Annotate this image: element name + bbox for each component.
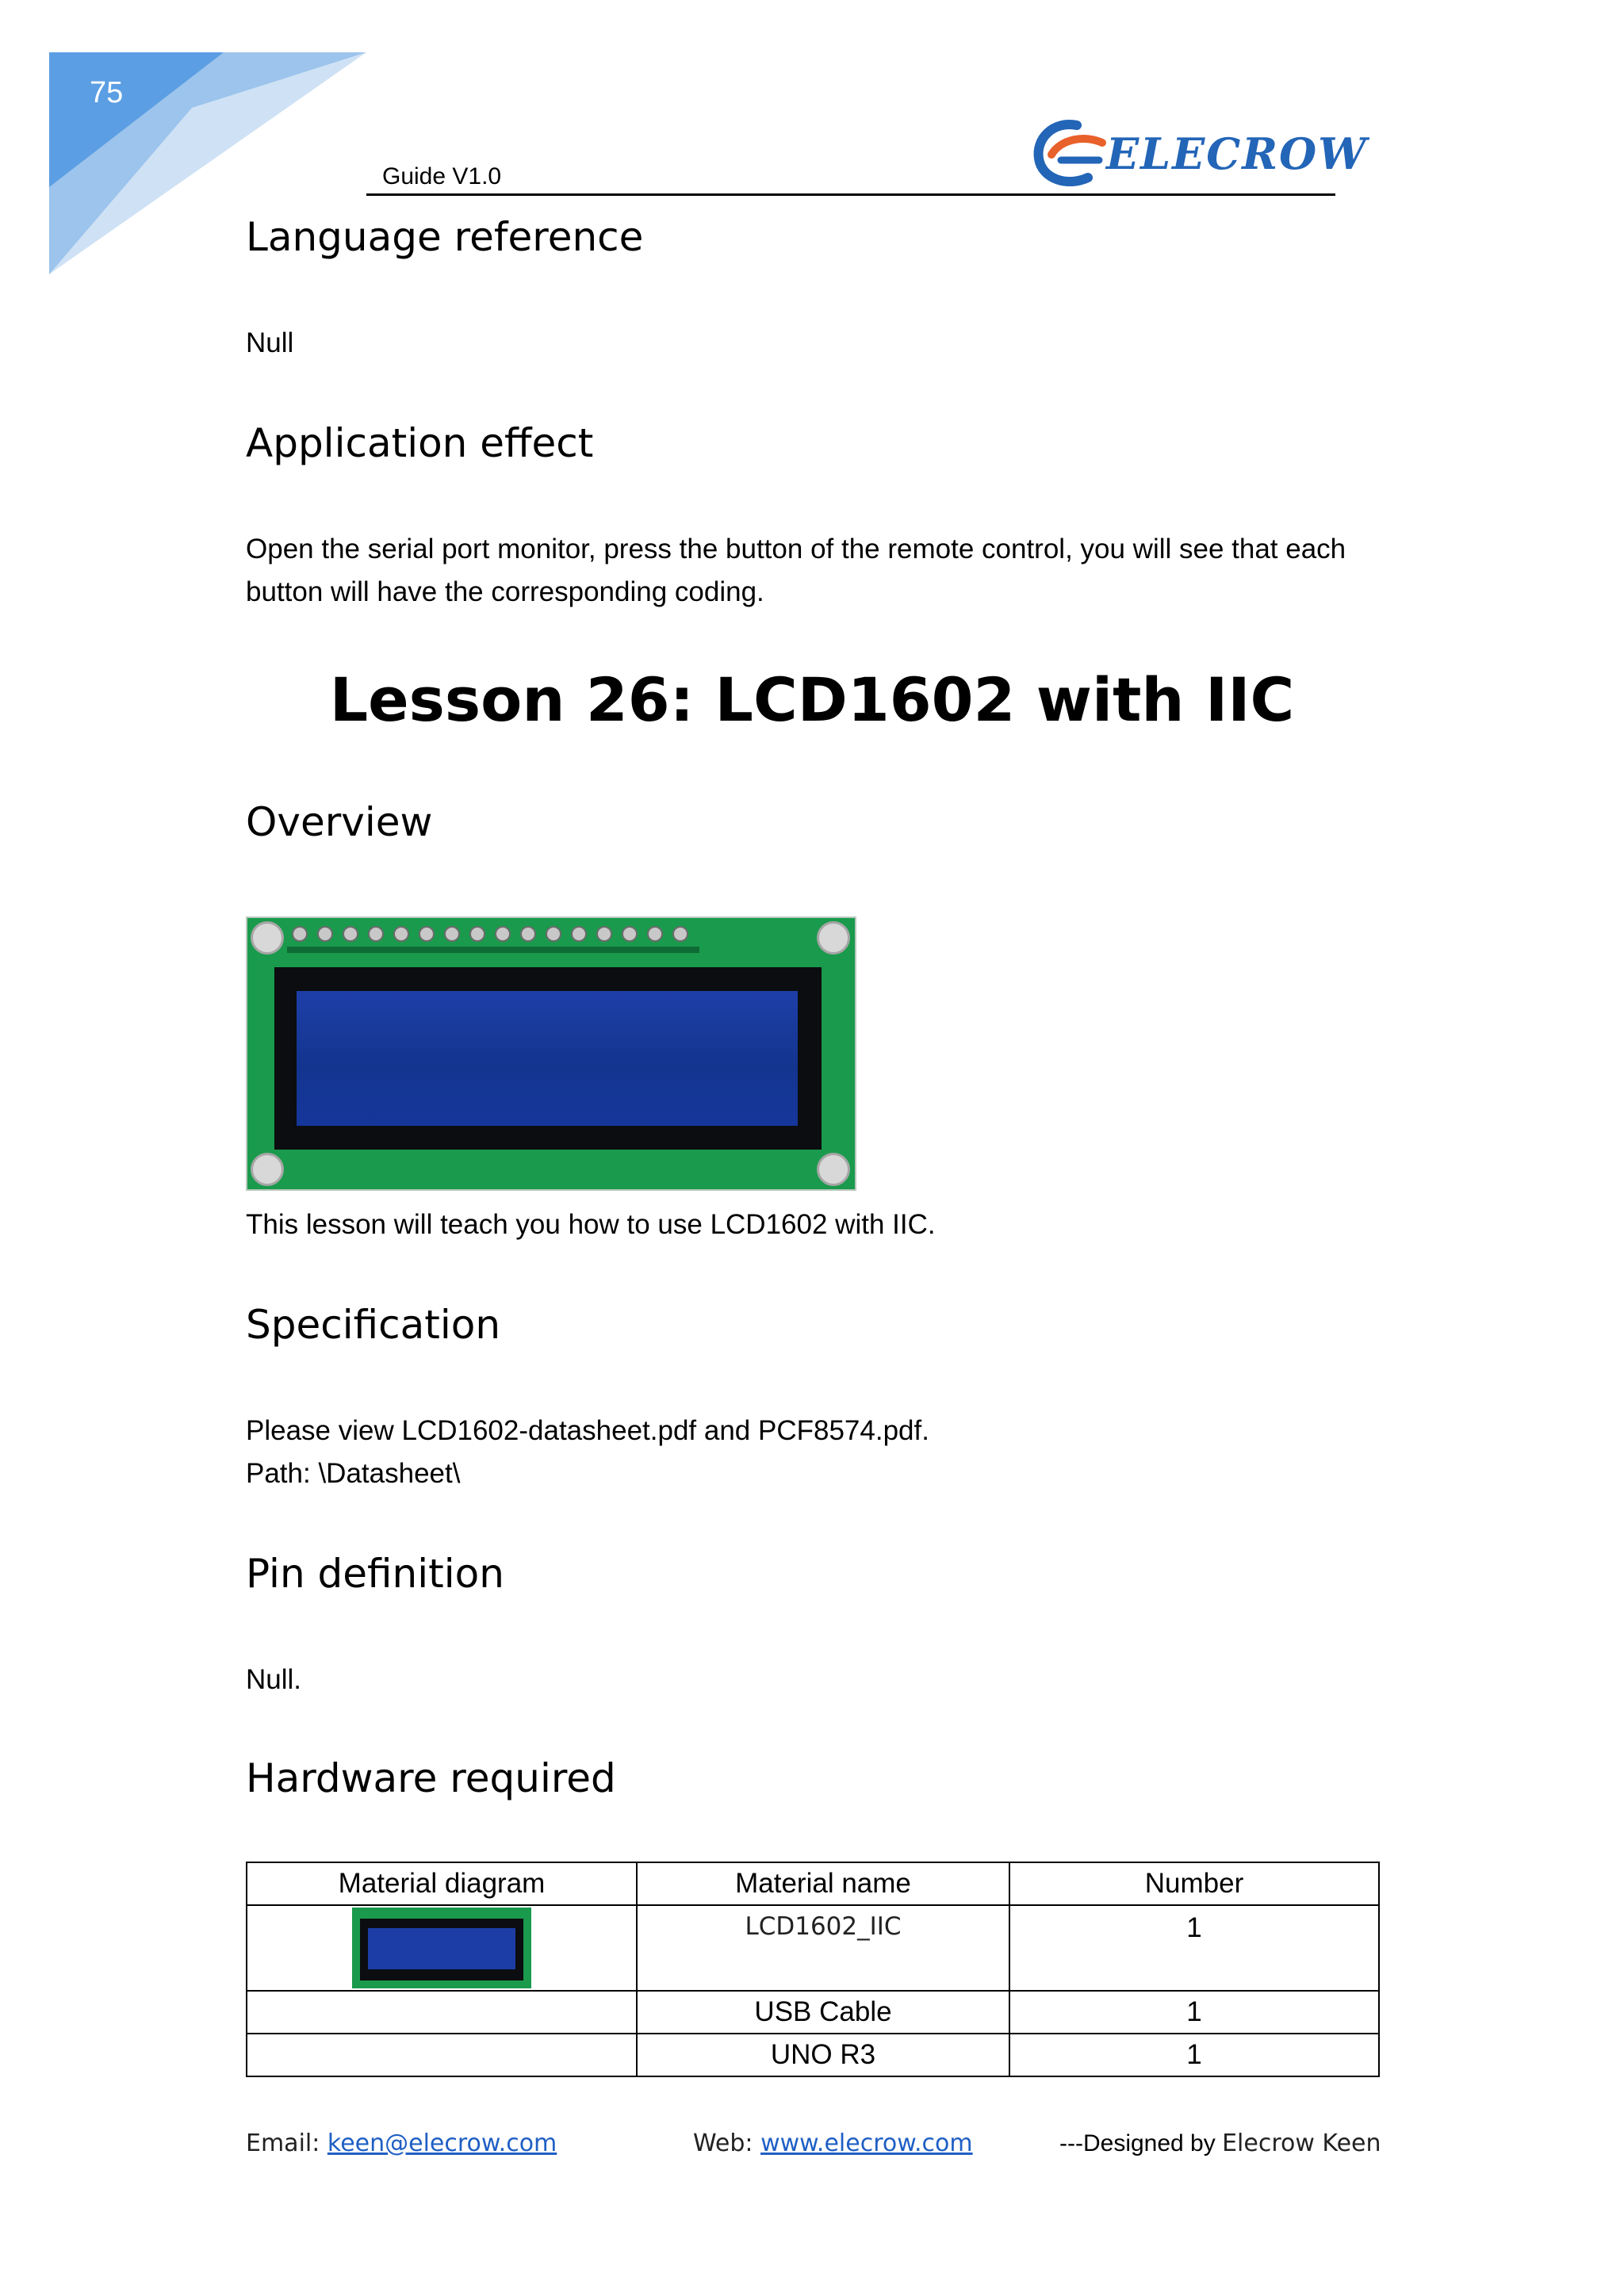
- mount-hole-icon: [817, 1153, 850, 1186]
- language-reference-body: Null: [246, 327, 294, 358]
- footer-designed-by: [1059, 2130, 1381, 2157]
- table-cell-diagram: [247, 1991, 637, 2034]
- table-cell-name: USB Cable: [637, 1991, 1009, 2034]
- table-row: [247, 1905, 1379, 1991]
- mount-hole-icon: [817, 921, 850, 955]
- heading-overview: Overview: [246, 799, 433, 845]
- table-row: [247, 1991, 1379, 2034]
- table-row: [247, 2034, 1379, 2076]
- footer-email: [246, 2130, 557, 2157]
- specification-line2: Path: \Datasheet\: [246, 1458, 461, 1489]
- application-effect-line2: button will have the corresponding coding.: [246, 576, 764, 607]
- application-effect-line1: Open the serial port monitor, press the button of the remote control, you will see that each: [246, 534, 1346, 564]
- table-header-name: Material name: [637, 1862, 1009, 1905]
- pin-definition-body: Null.: [246, 1664, 302, 1695]
- footer-email-link[interactable]: keen@elecrow.com: [327, 2130, 557, 2157]
- lcd-pin-header: [287, 923, 731, 959]
- table-cell-number: 1: [1009, 2034, 1379, 2076]
- specification-line1: Please view LCD1602-datasheet.pdf and PCF8574.pdf.: [246, 1415, 929, 1446]
- heading-specification: Specification: [246, 1302, 501, 1348]
- lcd1602-image: [246, 916, 856, 1191]
- heading-application-effect: Application effect: [246, 420, 594, 466]
- table-cell-number: 1: [1009, 1991, 1379, 2034]
- table-cell-name: LCD1602_IIC: [637, 1905, 1009, 1991]
- lcd-bezel: [274, 967, 822, 1150]
- footer-email-label: Email:: [246, 2130, 327, 2157]
- page-number: 75: [90, 76, 124, 109]
- heading-language-reference: Language reference: [246, 214, 644, 260]
- mount-hole-icon: [251, 921, 284, 955]
- table-cell-name: UNO R3: [637, 2034, 1009, 2076]
- footer-web-link[interactable]: www.elecrow.com: [760, 2130, 973, 2157]
- footer-web: [693, 2130, 973, 2157]
- header-rule: [366, 193, 1335, 196]
- footer-designed-name: Elecrow Keen: [1222, 2130, 1381, 2157]
- hardware-table: [246, 1862, 1380, 2077]
- table-cell-diagram: [247, 2034, 637, 2076]
- guide-version-label: Guide V1.0: [382, 163, 502, 189]
- footer-web-label: Web:: [693, 2130, 761, 2157]
- table-cell-diagram: [247, 1905, 637, 1991]
- table-header-diagram: Material diagram: [247, 1862, 637, 1905]
- table-header-row: [247, 1862, 1379, 1905]
- table-header-number: Number: [1009, 1862, 1379, 1905]
- lesson-title: Lesson 26: LCD1602 with IIC: [329, 664, 1295, 735]
- lcd-screen: [297, 991, 798, 1126]
- heading-hardware-required: Hardware required: [246, 1755, 616, 1801]
- table-cell-number: 1: [1009, 1905, 1379, 1991]
- logo-text: ELECROW: [1106, 128, 1368, 179]
- footer-designed-prefix: ---Designed by: [1059, 2130, 1223, 2156]
- lcd1602-thumbnail: [352, 1908, 531, 1988]
- heading-pin-definition: Pin definition: [246, 1551, 504, 1597]
- mount-hole-icon: [251, 1153, 284, 1186]
- overview-caption: This lesson will teach you how to use LCD1602 with IIC.: [246, 1209, 936, 1240]
